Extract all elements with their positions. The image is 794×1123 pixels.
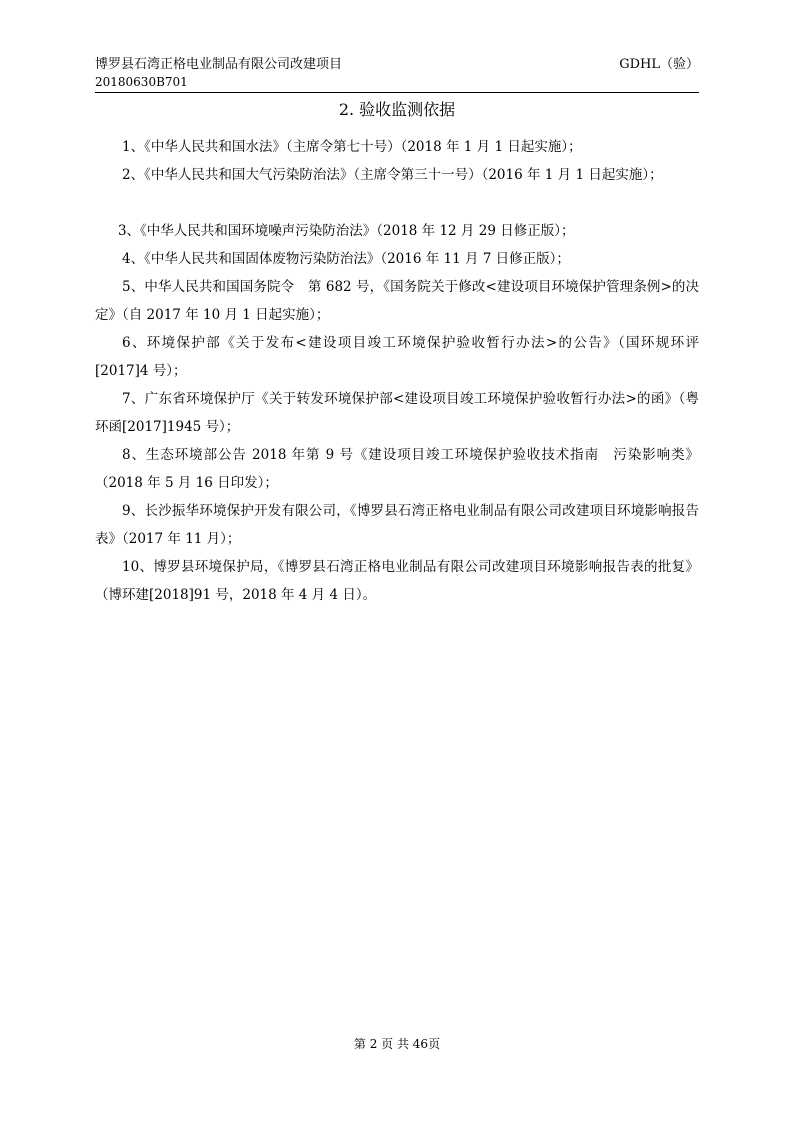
basis-item-6: 6、环境保护部《关于发布<建设项目竣工环境保护验收暂行办法>的公告》（国环规环评[2017]4 号）； [95, 335, 699, 379]
page-footer: 第 2 页 共 46页 [353, 1037, 441, 1051]
header-row [95, 56, 699, 74]
header-project-name: 博罗县石湾正格电业制品有限公司改建项目 [95, 57, 343, 72]
basis-item-4: 4、《中华人民共和国固体废物污染防治法》（2016 年 11 月 7 日修正版）； [122, 251, 570, 267]
basis-list [95, 133, 699, 609]
basis-item-10: 10、博罗县环境保护局，《博罗县石湾正格电业制品有限公司改建项目环境影响报告表的批复》（博环建[2018]91 号，2018 年 4 月 4 日）。 [95, 559, 699, 603]
basis-item-7: 7、广东省环境保护厅《关于转发环境保护部<建设项目竣工环境保护验收暂行办法>的函》（粤环函[2017]1945 号）； [95, 391, 699, 435]
header-doc-code: GDHL（验） [619, 57, 699, 72]
basis-item-5: 5、中华人民共和国国务院令 第 682 号，《国务院关于修改<建设项目环境保护管理条例>的决定》（自 2017 年 10 月 1 日起实施）； [95, 279, 699, 323]
basis-item-2: 2、《中华人民共和国大气污染防治法》（主席令第三十一号）（2016 年 1 月 1 日起实施）； [122, 167, 663, 183]
header-report-number: 20180630B701 [95, 75, 188, 89]
section-title: 2. 验收监测依据 [338, 100, 456, 119]
basis-item-9: 9、长沙振华环境保护开发有限公司，《博罗县石湾正格电业制品有限公司改建项目环境影响报告表》（2017 年 11 月）； [95, 503, 699, 547]
basis-item-1: 1、《中华人民共和国水法》（主席令第七十号）（2018 年 1 月 1 日起实施）； [122, 139, 582, 155]
basis-item-3: 3、《中华人民共和国环境噪声污染防治法》（2018 年 12 月 29 日修正版）； [117, 223, 575, 239]
page-header [95, 56, 699, 93]
basis-item-8: 8、生态环境部公告 2018 年第 9 号《建设项目竣工环境保护验收技术指南 污染影响类》（2018 年 5 月 16 日印发）； [95, 447, 699, 491]
